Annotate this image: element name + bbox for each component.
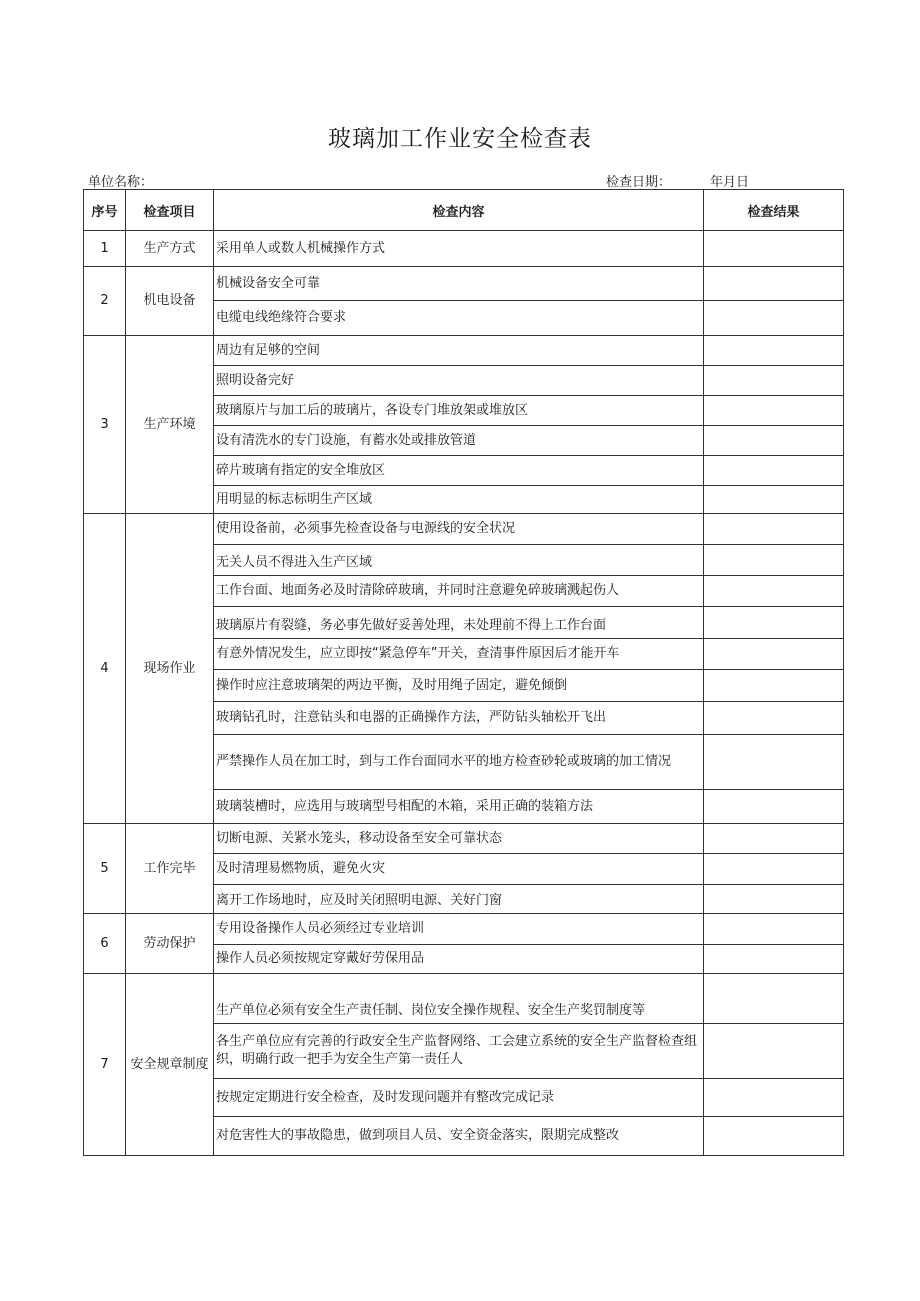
result-cell[interactable]: [704, 514, 844, 545]
result-cell[interactable]: [704, 702, 844, 735]
inspection-table: [83, 189, 844, 1156]
column-header-no: 序号: [84, 190, 126, 231]
result-cell[interactable]: [704, 885, 844, 914]
group-item: 劳动保护: [126, 914, 214, 974]
check-content: 使用设备前，必须事先检查设备与电源线的安全状况: [214, 514, 704, 545]
table-row: [84, 824, 844, 854]
result-cell[interactable]: [704, 426, 844, 456]
result-cell[interactable]: [704, 231, 844, 267]
check-content: 切断电源、关紧水笼头，移动设备至安全可靠状态: [214, 824, 704, 854]
column-header-content: 检查内容: [214, 190, 704, 231]
check-content: 周边有足够的空间: [214, 336, 704, 366]
group-number: 6: [84, 914, 126, 974]
result-cell[interactable]: [704, 301, 844, 336]
result-cell[interactable]: [704, 1079, 844, 1117]
check-content: 严禁操作人员在加工时，到与工作台面同水平的地方检查砂轮或玻璃的加工情况: [214, 735, 704, 790]
check-content: 碎片玻璃有指定的安全堆放区: [214, 456, 704, 486]
check-content: 专用设备操作人员必须经过专业培训: [214, 914, 704, 945]
result-cell[interactable]: [704, 456, 844, 486]
check-content: 生产单位必须有安全生产责任制、岗位安全操作规程、安全生产奖罚制度等: [214, 974, 704, 1024]
check-content: 操作时应注意玻璃架的两边平衡，及时用绳子固定，避免倾倒: [214, 670, 704, 702]
group-number: 5: [84, 824, 126, 914]
group-number: 4: [84, 514, 126, 824]
result-cell[interactable]: [704, 336, 844, 366]
check-content: 玻璃装槽时，应选用与玻璃型号相配的木箱，采用正确的装箱方法: [214, 790, 704, 824]
check-content: 电缆电线绝缘符合要求: [214, 301, 704, 336]
check-content: 采用单人或数人机械操作方式: [214, 231, 704, 267]
result-cell[interactable]: [704, 576, 844, 607]
result-cell[interactable]: [704, 366, 844, 396]
check-content: 对危害性大的事故隐患，做到项目人员、安全资金落实，限期完成整改: [214, 1117, 704, 1156]
group-number: 2: [84, 267, 126, 336]
check-content: 按规定定期进行安全检查，及时发现问题并有整改完成记录: [214, 1079, 704, 1117]
table-row: [84, 974, 844, 1024]
check-content: 及时清理易燃物质，避免火灾: [214, 854, 704, 885]
check-content: 操作人员必须按规定穿戴好劳保用品: [214, 945, 704, 974]
table-row: [84, 914, 844, 945]
group-item: 机电设备: [126, 267, 214, 336]
check-content: 各生产单位应有完善的行政安全生产监督网络、工会建立系统的安全生产监督检查组织，明确行政一把手为安全生产第一责任人: [214, 1024, 704, 1079]
column-header-result: 检查结果: [704, 190, 844, 231]
page-title: 玻璃加工作业安全检查表: [328, 126, 592, 152]
result-cell[interactable]: [704, 545, 844, 576]
column-header-item: 检查项目: [126, 190, 214, 231]
check-content: 用明显的标志标明生产区域: [214, 486, 704, 514]
group-item: 安全规章制度: [126, 974, 214, 1156]
result-cell[interactable]: [704, 267, 844, 301]
check-content: 离开工作场地时，应及时关闭照明电源、关好门窗: [214, 885, 704, 914]
table-row: [84, 336, 844, 366]
result-cell[interactable]: [704, 735, 844, 790]
result-cell[interactable]: [704, 945, 844, 974]
group-number: 3: [84, 336, 126, 514]
group-item: 生产方式: [126, 231, 214, 267]
check-content: 机械设备安全可靠: [214, 267, 704, 301]
group-number: 1: [84, 231, 126, 267]
check-content: 玻璃原片与加工后的玻璃片，各设专门堆放架或堆放区: [214, 396, 704, 426]
result-cell[interactable]: [704, 1024, 844, 1079]
check-content: 工作台面、地面务必及时清除碎玻璃，并同时注意避免碎玻璃溅起伤人: [214, 576, 704, 607]
result-cell[interactable]: [704, 914, 844, 945]
result-cell[interactable]: [704, 607, 844, 639]
result-cell[interactable]: [704, 974, 844, 1024]
result-cell[interactable]: [704, 396, 844, 426]
result-cell[interactable]: [704, 486, 844, 514]
table-header-row: [84, 190, 844, 231]
result-cell[interactable]: [704, 790, 844, 824]
check-content: 玻璃原片有裂缝，务必事先做好妥善处理，未处理前不得上工作台面: [214, 607, 704, 639]
table-row: [84, 231, 844, 267]
result-cell[interactable]: [704, 670, 844, 702]
check-content: 设有清洗水的专门设施，有蓄水处或排放管道: [214, 426, 704, 456]
result-cell[interactable]: [704, 854, 844, 885]
result-cell[interactable]: [704, 824, 844, 854]
table-row: [84, 514, 844, 545]
check-content: 无关人员不得进入生产区域: [214, 545, 704, 576]
group-number: 7: [84, 974, 126, 1156]
inspection-date-label: 检查日期：: [606, 175, 672, 190]
result-cell[interactable]: [704, 639, 844, 670]
check-content: 有意外情况发生，应立即按“紧急停车”开关，查清事件原因后才能开车: [214, 639, 704, 670]
check-content: 照明设备完好: [214, 366, 704, 396]
table-row: [84, 267, 844, 301]
result-cell[interactable]: [704, 1117, 844, 1156]
unit-name-label: 单位名称：: [88, 175, 154, 190]
group-item: 现场作业: [126, 514, 214, 824]
group-item: 生产环境: [126, 336, 214, 514]
inspection-date-value: 年月日: [710, 175, 750, 190]
group-item: 工作完毕: [126, 824, 214, 914]
check-content: 玻璃钻孔时，注意钻头和电器的正确操作方法，严防钻头轴松开飞出: [214, 702, 704, 735]
